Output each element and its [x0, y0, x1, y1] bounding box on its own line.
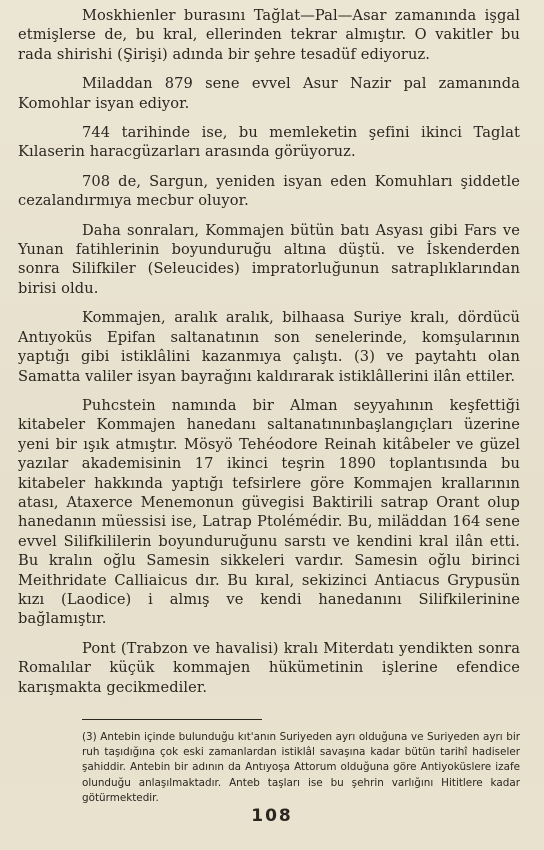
- paragraph-moskhienler: Moskhienler burasını Tağlat—Pal—Asar zamanında işgal etmişlerse de, bu kral, ellerinden tekrar almıştır. O vakitler bu rada shirishi (Şirişi) adında bir şehre tesadüf ediyoruz.: [18, 7, 520, 63]
- paragraph-puhcstein: Puhcstein namında bir Alman seyyahının keşfettiği kitabeler Kommajen hanedanı saltanatınınbaşlangıçları üzerine yeni bir ışık atmıştır. Mösyö Tehéodore Reinah kitâbeler ve güzel yazılar akademisinin 17 ikinci teşrin 1890 toplantısında bu kitabeler hakkında yaptığı tefsirlere göre Kommajen krallarının atası, Ataxerce Menemonun güvegisi Baktirili satrap Orant olup hanedanın müessisi ise, Latrap Ptolémédir. Bu, miläddan 164 sene evvel Silifkililerin boyunduruğunu sarstı ve kendini kral ilân etti. Bu kralın oğlu Samesin sikkeleri vardır. Samesin oğlu birinci Meithridate Calliaicus dır. Bu kıral, sekizinci Antiacus Grypusün kızı (Laodice) i almış ve kendi hanedanını Silifkilerinine bağlamıştır.: [18, 396, 520, 628]
- page-number: 108: [251, 806, 293, 826]
- paragraph-744: 744 tarihinde ise, bu memleketin şefini ikinci Taglat Kılaserin haracgüzarları arasında görüyoruz.: [18, 124, 520, 161]
- paragraph-pont: Pont (Trabzon ve havalisi) kralı Miterdatı yendikten sonra Romalılar küçük kommajen hükümetinin işlerine efendice karışmakta gecikmediler.: [18, 639, 520, 696]
- footnote-3: (3) Antebin içinde bulunduğu kıt'anın Suriyeden ayrı olduğuna ve Suriyeden ayrı bir ruh taşıdığına çok eski zamanlardan istiklâl savaşına kadar bütün tarihî hadiseler şahiddir. Antebin bir adının da Antıyoşa Attorum olduğuna göre Antiyoküslere izafe olunduğu anlaşılmaktadır. Anteb taşları ise bu şehrin varlığını Hititlere kadar götürmektedir.: [82, 731, 520, 804]
- footnote-divider: [82, 719, 262, 720]
- paragraph-708: 708 de, Sargun, yeniden isyan eden Komuhları şiddetle cezalandırmıya mecbur oluyor.: [18, 172, 520, 210]
- paragraph-miladdan-879: Miladdan 879 sene evvel Asur Nazir pal zamanında Komohlar isyan ediyor.: [18, 75, 520, 112]
- paragraph-daha-sonralari: Daha sonraları, Kommajen bütün batı Asyası gibi Fars ve Yunan fatihlerinin boyunduruğu altına düştü. ve İskenderden sonra Silifkiler (Seleucides) impratorluğunun satraplıklarından birisi oldu.: [18, 221, 520, 297]
- main-text: [18, 6, 520, 697]
- paragraph-kommajen-aralik: Kommajen, aralık aralık, bilhaasa Suriye kralı, dördücü Antıyoküs Epifan saltanatının son senelerinde, komşularının yaptığı gibi istiklâlini kazanmıya çalıştı. (3) ve paytahtı olan Samatta valiler isyan bayrağını kaldırarak istiklâllerini ilân ettiler.: [18, 309, 520, 385]
